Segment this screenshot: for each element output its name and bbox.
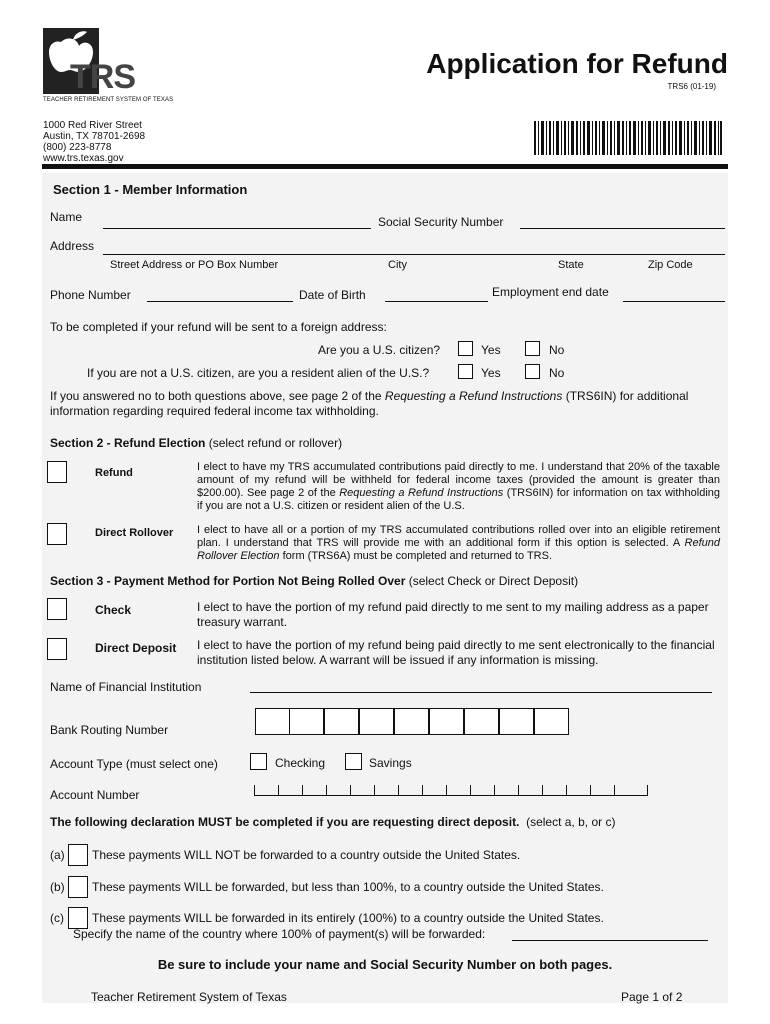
street-sublabel: Street Address or PO Box Number: [110, 259, 279, 271]
resident-no-label: No: [549, 366, 565, 380]
citizen-yes-checkbox[interactable]: [458, 341, 473, 356]
account-tick: [398, 785, 399, 795]
option-a-checkbox[interactable]: [68, 844, 88, 866]
account-tick: [350, 785, 351, 795]
phone-label: Phone Number: [50, 288, 131, 302]
account-tick: [470, 785, 471, 795]
option-a-letter: (a): [50, 848, 65, 862]
account-number-label: Account Number: [50, 788, 140, 802]
address-field[interactable]: [103, 254, 725, 255]
employment-end-label: Employment end date: [492, 285, 609, 299]
routing-digit-2[interactable]: [289, 708, 324, 735]
city-sublabel: City: [388, 259, 407, 271]
account-tick: [278, 785, 279, 795]
trs-address: 1000 Red River Street Austin, TX 78701-2698 (800) 223-8778 www.trs.texas.gov: [43, 120, 146, 164]
refund-label: Refund: [95, 467, 133, 479]
option-c-checkbox[interactable]: [68, 907, 88, 929]
account-tick: [326, 785, 327, 795]
resident-question: If you are not a U.S. citizen, are you a resident alien of the U.S.?: [87, 366, 430, 380]
form-body-background: [42, 173, 728, 1003]
ssn-field[interactable]: [520, 228, 725, 229]
resident-yes-checkbox[interactable]: [458, 364, 473, 379]
routing-digit-9[interactable]: [534, 708, 569, 735]
employment-end-field[interactable]: [623, 301, 725, 302]
account-tick: [518, 785, 519, 795]
check-label: Check: [95, 603, 132, 617]
direct-deposit-checkbox[interactable]: [47, 638, 67, 660]
logo-subtitle: TEACHER RETIREMENT SYSTEM OF TEXAS: [43, 97, 174, 103]
country-label: Specify the name of the country where 100% of payment(s) will be forwarded:: [73, 927, 486, 941]
zip-sublabel: Zip Code: [648, 259, 693, 271]
name-field[interactable]: [103, 228, 371, 229]
section3-title: Section 3 - Payment Method for Portion Not Being Rolled Over (select Check or Direct Deposit): [50, 574, 579, 588]
citizen-no-label: No: [549, 343, 565, 357]
option-c-text: These payments WILL be forwarded in its entirely (100%) to a country outside the United States.: [92, 911, 604, 925]
account-type-label: Account Type (must select one): [50, 757, 218, 771]
resident-no-checkbox[interactable]: [525, 364, 540, 379]
routing-digit-5[interactable]: [394, 708, 429, 735]
routing-label: Bank Routing Number: [50, 723, 169, 737]
fin-inst-label: Name of Financial Institution: [50, 680, 202, 694]
account-tick: [446, 785, 447, 795]
state-sublabel: State: [558, 259, 584, 271]
fin-inst-field[interactable]: [250, 692, 712, 693]
dob-label: Date of Birth: [299, 288, 366, 302]
account-tick: [614, 785, 615, 795]
ssn-label: Social Security Number: [378, 215, 504, 229]
logo-text: TRS: [70, 58, 135, 96]
rollover-checkbox[interactable]: [47, 523, 67, 545]
account-tick: [566, 785, 567, 795]
footer-page: Page 1 of 2: [621, 990, 683, 1004]
account-tick: [422, 785, 423, 795]
option-b-checkbox[interactable]: [68, 876, 88, 898]
account-tick: [254, 785, 255, 795]
form-number: TRS6 (01-19): [667, 82, 716, 91]
account-tick: [494, 785, 495, 795]
account-tick: [542, 785, 543, 795]
checking-label: Checking: [275, 756, 326, 770]
check-checkbox[interactable]: [47, 598, 67, 620]
account-tick: [374, 785, 375, 795]
citizen-question: Are you a U.S. citizen?: [318, 343, 441, 357]
address-label: Address: [50, 239, 95, 253]
option-a-text: These payments WILL NOT be forwarded to a country outside the United States.: [92, 848, 521, 862]
option-c-letter: (c): [50, 911, 64, 925]
savings-checkbox[interactable]: [345, 753, 362, 770]
section1-title: Section 1 - Member Information: [53, 182, 248, 197]
routing-digit-7[interactable]: [464, 708, 499, 735]
savings-label: Savings: [369, 756, 412, 770]
foreign-note: If you answered no to both questions above, see page 2 of the Requesting a Refund Instructions (TRS6IN) for additional information regarding required federal income tax withholding.: [50, 389, 689, 418]
citizen-no-checkbox[interactable]: [525, 341, 540, 356]
section2-title: Section 2 - Refund Election (select refund or rollover): [50, 436, 343, 450]
routing-digit-3[interactable]: [324, 708, 359, 735]
phone-field[interactable]: [147, 301, 293, 302]
declaration-heading: The following declaration MUST be completed if you are requesting direct deposit. (select a, b, or c): [50, 815, 616, 829]
account-tick: [647, 785, 648, 795]
routing-digit-6[interactable]: [429, 708, 464, 735]
account-tick: [590, 785, 591, 795]
routing-digit-8[interactable]: [499, 708, 534, 735]
country-field[interactable]: [512, 940, 708, 941]
direct-deposit-text: I elect to have the portion of my refund being paid directly to me sent electronically to the financial institution listed below. A warrant will be issued if any information is missing.: [197, 638, 715, 667]
page-title: Application for Refund: [426, 48, 728, 79]
refund-text: I elect to have my TRS accumulated contributions paid directly to me. I understand that 20% of the taxable amount of my refund will be withheld for federal income taxes (provided the amount is greater than $200.00). See page 2 of the Requesting a Refund Instructions (TRS6IN) for information on tax withholding if you are not a U.S. citizen or resident alien of the U.S.: [197, 461, 721, 512]
barcode: [534, 121, 722, 155]
footer-reminder: Be sure to include your name and Social Security Number on both pages.: [157, 957, 613, 972]
header-rule: [42, 164, 728, 169]
resident-yes-label: Yes: [481, 366, 501, 380]
footer-org: Teacher Retirement System of Texas: [91, 990, 287, 1004]
name-label: Name: [50, 210, 83, 224]
routing-digit-4[interactable]: [359, 708, 394, 735]
account-tick: [302, 785, 303, 795]
checking-checkbox[interactable]: [250, 753, 267, 770]
dob-field[interactable]: [385, 301, 488, 302]
check-text: I elect to have the portion of my refund paid directly to me sent to my mailing address as a paper treasury warrant.: [197, 600, 709, 629]
routing-digit-1[interactable]: [255, 708, 290, 735]
foreign-intro: To be completed if your refund will be sent to a foreign address:: [50, 320, 387, 334]
option-b-text: These payments WILL be forwarded, but less than 100%, to a country outside the United States.: [92, 880, 604, 894]
citizen-yes-label: Yes: [481, 343, 501, 357]
option-b-letter: (b): [50, 880, 65, 894]
account-number-field[interactable]: [254, 795, 648, 796]
rollover-label: Direct Rollover: [95, 527, 174, 539]
rollover-text: I elect to have all or a portion of my TRS accumulated contributions rolled over into an eligible retirement plan. I understand that TRS will provide me with an additional form if this option is selected. A Refund Rollover Election form (TRS6A) must be completed and returned to TRS.: [197, 524, 720, 562]
direct-deposit-label: Direct Deposit: [95, 641, 177, 655]
refund-checkbox[interactable]: [47, 461, 67, 483]
